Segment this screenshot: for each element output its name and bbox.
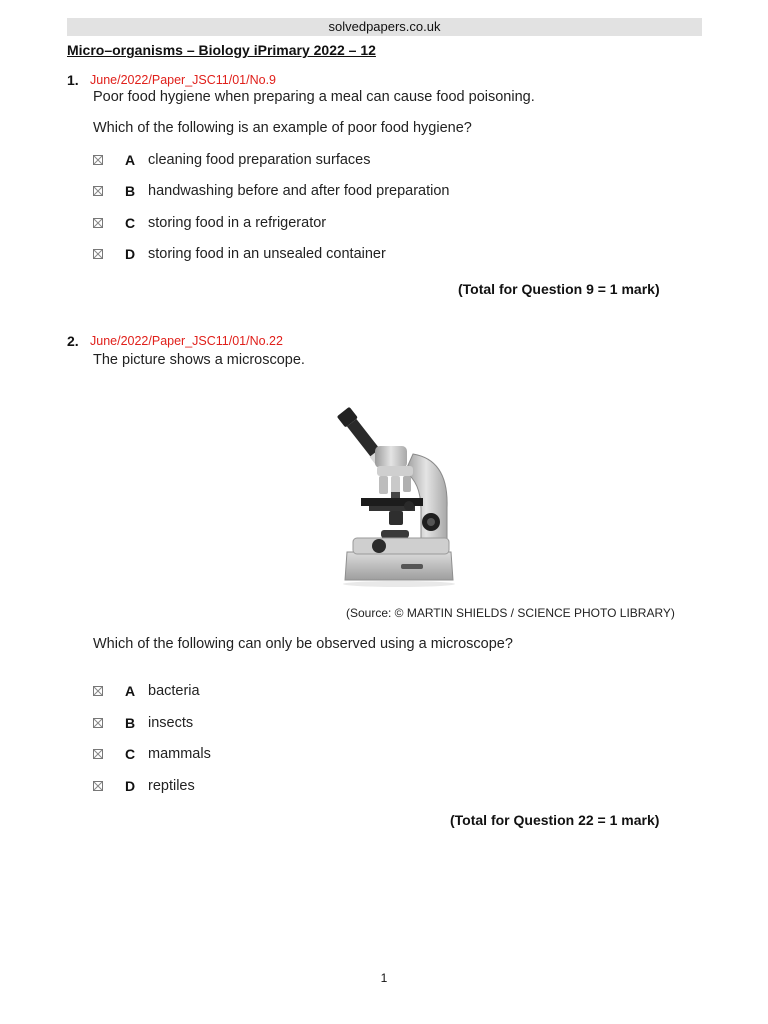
option-letter: D — [125, 778, 136, 794]
answer-option-c[interactable] — [93, 213, 326, 233]
answer-option-b[interactable] — [93, 713, 193, 733]
answer-option-d[interactable] — [93, 244, 386, 264]
option-letter: C — [125, 746, 136, 762]
answer-checkbox-icon[interactable] — [93, 186, 103, 196]
option-letter: D — [125, 246, 136, 262]
document-title: Micro–organisms – Biology iPrimary 2022 – 12 — [67, 42, 376, 58]
option-letter: A — [125, 683, 136, 699]
answer-checkbox-icon[interactable] — [93, 218, 103, 228]
answer-checkbox-icon[interactable] — [93, 781, 103, 791]
question-stem: Poor food hygiene when preparing a meal can cause food poisoning. — [93, 89, 535, 105]
option-text: cleaning food preparation surfaces — [148, 152, 371, 168]
answer-checkbox-icon[interactable] — [93, 686, 103, 696]
option-text: insects — [148, 715, 194, 731]
image-caption: (Source: © MARTIN SHIELDS / SCIENCE PHOTO LIBRARY) — [346, 606, 675, 620]
answer-option-a[interactable] — [93, 681, 200, 701]
option-letter: B — [125, 183, 136, 199]
answer-option-b[interactable] — [93, 181, 450, 201]
page-number: 1 — [380, 971, 388, 985]
option-text: reptiles — [148, 778, 195, 794]
option-letter: C — [125, 215, 136, 231]
answer-checkbox-icon[interactable] — [93, 749, 103, 759]
option-letter: B — [125, 715, 136, 731]
question-total-marks: (Total for Question 22 = 1 mark) — [450, 812, 660, 828]
question-number: 1. — [67, 72, 79, 88]
question-stem: The picture shows a microscope. — [93, 352, 305, 368]
option-text: storing food in an unsealed container — [148, 246, 386, 262]
question-prompt: Which of the following can only be observed using a microscope? — [93, 636, 513, 652]
question-reference: June/2022/Paper_JSC11/01/No.9 — [90, 73, 277, 87]
answer-checkbox-icon[interactable] — [93, 249, 103, 259]
answer-option-c[interactable] — [93, 744, 211, 764]
question-reference: June/2022/Paper_JSC11/01/No.22 — [90, 334, 283, 348]
answer-checkbox-icon[interactable] — [93, 155, 103, 165]
option-text: handwashing before and after food preparation — [148, 183, 450, 199]
answer-option-d[interactable] — [93, 776, 195, 796]
option-text: bacteria — [148, 683, 200, 699]
answer-checkbox-icon[interactable] — [93, 718, 103, 728]
question-total-marks: (Total for Question 9 = 1 mark) — [458, 281, 660, 297]
question-prompt: Which of the following is an example of poor food hygiene? — [93, 120, 472, 136]
microscope-photo — [317, 388, 459, 590]
option-letter: A — [125, 152, 136, 168]
site-header-bar — [67, 18, 702, 36]
site-name: solvedpapers.co.uk — [328, 19, 441, 34]
option-text: storing food in a refrigerator — [148, 215, 327, 231]
option-text: mammals — [148, 746, 211, 762]
answer-option-a[interactable] — [93, 150, 370, 170]
microscope-illustration — [317, 388, 459, 590]
question-number: 2. — [67, 333, 79, 349]
